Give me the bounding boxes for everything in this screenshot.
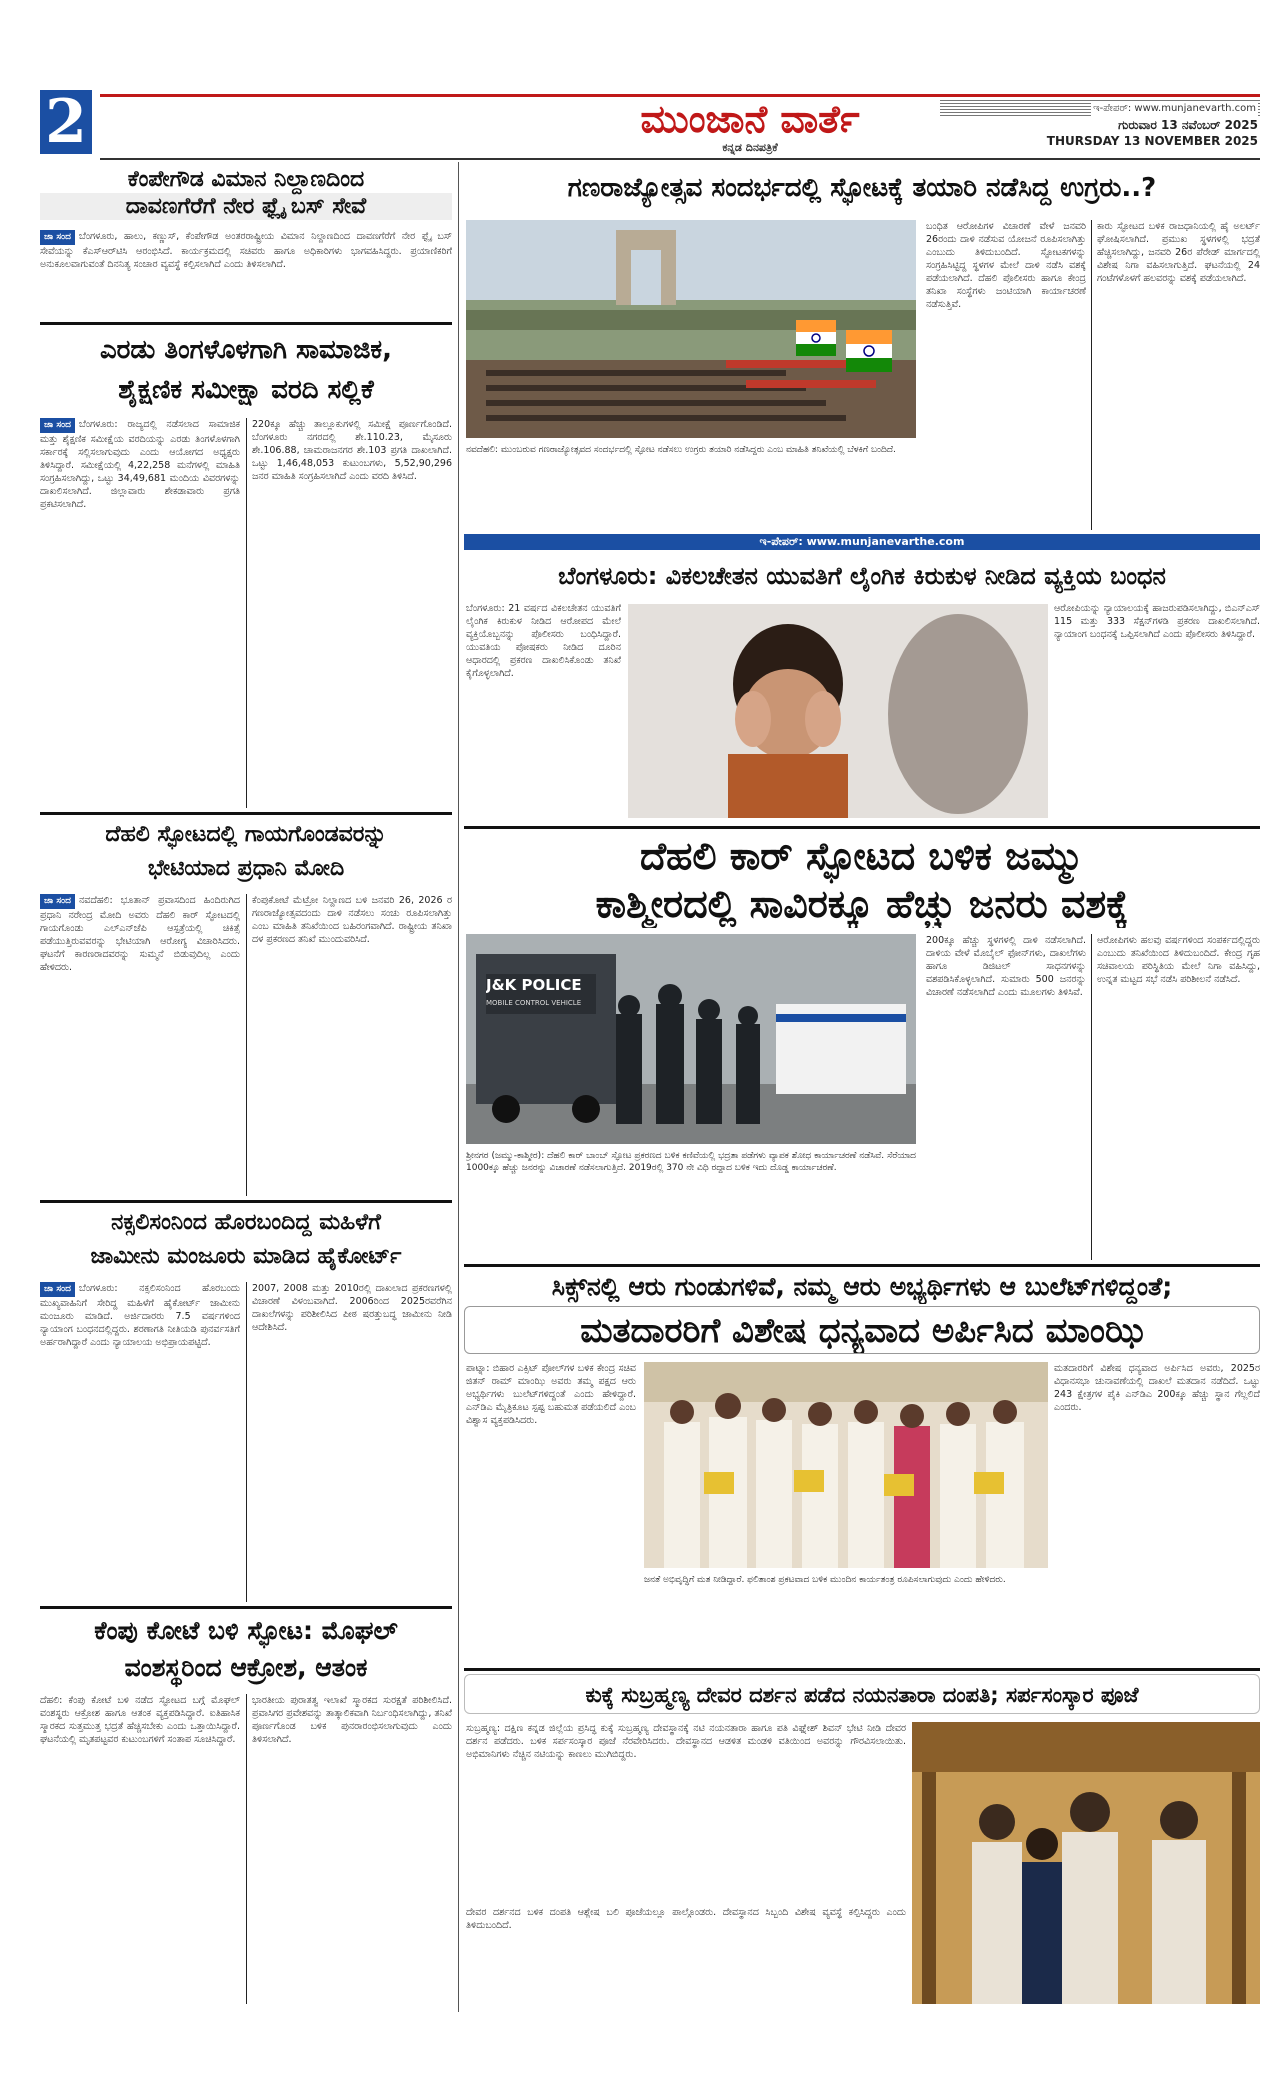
divider — [464, 1668, 1260, 1671]
kannada-date: ಗುರುವಾರ 13 ನವೆಂಬರ್ 2025 — [1118, 118, 1258, 132]
divider — [464, 826, 1260, 829]
storyd-caption: ಜನತೆ ಅಭಿವೃದ್ಧಿಗೆ ಮತ ನೀಡಿದ್ದಾರೆ. ಫಲಿತಾಂಶ ಪ್ರಕಟವಾದ ಬಳಿಕ ಮುಂದಿನ ಕಾರ್ಯತಂತ್ರ ರೂಪಿಸಲಾಗುವುದು ಎಂದು ಹೇಳಿದರು. — [644, 1575, 1006, 1585]
story1-headline-line2: ದಾವಣಗೆರೆಗೆ ನೇರ ಫ್ಲೈ ಬಸ್ ಸೇವೆ — [40, 193, 452, 220]
storye-body: ಸುಬ್ರಹ್ಮಣ್ಯ: ದಕ್ಷಿಣ ಕನ್ನಡ ಜಿಲ್ಲೆಯ ಪ್ರಸಿದ್ಧ ಕುಕ್ಕೆ ಸುಬ್ರಹ್ಮಣ್ಯ ದೇವಸ್ಥಾನಕ್ಕೆ ನಟಿ ನಯನತಾರಾ ಹಾಗೂ ಪತಿ ವಿಘ್ನೇಶ್ ಶಿವನ್ ಭೇಟಿ ನೀಡಿ ದೇವರ ದರ್ಶನ ಪಡೆದರು. ಬಳಿಕ ಸರ್ಪಸಂಸ್ಕಾರ ಪೂಜೆ ನೆರವೇರಿಸಿದರು. ದೇವಸ್ಥಾನದ ಆಡಳಿತ ಮಂಡಳಿ ವತಿಯಿಂದ ಅವರನ್ನು ಗೌರವಿಸಲಾಯಿತು. ಅಭಿಮಾನಿಗಳು ನೆಚ್ಚಿನ ನಟಿಯನ್ನು ಕಾಣಲು ಮುಗಿಬಿದ್ದರು. — [466, 1723, 906, 1760]
police-vehicle-image — [466, 934, 916, 1144]
story3-body-col2: ಕೆಂಪುಕೋಟೆ ಮೆಟ್ರೋ ನಿಲ್ದಾಣದ ಬಳಿ ಜನವರಿ 26, 2026 ರ ಗಣರಾಜ್ಯೋತ್ಸವದಂದು ದಾಳಿ ನಡೆಸಲು ಸಂಚು ರೂಪಿಸಲಾಗಿತ್ತು ಎಂಬ ಮಾಹಿತಿ ತನಿಖೆಯಿಂದ ಬಹಿರಂಗವಾಗಿದೆ. ರಾಷ್ಟ್ರೀಯ ತನಿಖಾ ದಳ ಪ್ರಕರಣದ ತನಿಖೆ ಮುಂದುವರಿಸಿದೆ. — [252, 895, 452, 945]
divider — [40, 1606, 452, 1609]
storye-photo — [912, 1722, 1260, 2004]
storyb-headline: ಬೆಂಗಳೂರು: ವಿಕಲಚೇತನ ಯುವತಿಗೆ ಲೈಂಗಿಕ ಕಿರುಕುಳ ನೀಡಿದ ವ್ಯಕ್ತಿಯ ಬಂಧನ — [558, 562, 1166, 590]
story4-tag: ಜಾ ಸಂದ — [40, 1282, 75, 1297]
distressed-woman-image — [628, 604, 1048, 818]
storyb-photo — [628, 604, 1048, 818]
temple-visit-image — [912, 1722, 1260, 2004]
epaper-link[interactable]: ಇ-ಪೇಪರ್: www.munjanevarth.com — [1091, 101, 1258, 117]
story3-headline-line1: ದೆಹಲಿ ಸ್ಫೋಟದಲ್ಲಿ ಗಾಯಗೊಂಡವರನ್ನು — [105, 822, 387, 847]
story1-tag: ಜಾ ಸಂದ — [40, 230, 75, 245]
storyc-body-col1: 200ಕ್ಕೂ ಹೆಚ್ಚು ಸ್ಥಳಗಳಲ್ಲಿ ದಾಳಿ ನಡೆಸಲಾಗಿದೆ. ದಾಳಿಯ ವೇಳೆ ಮೊಬೈಲ್ ಫೋನ್‌ಗಳು, ದಾಖಲೆಗಳು ಹಾಗೂ ಡಿಜಿಟಲ್ ಸಾಧನಗಳನ್ನು ವಶಪಡಿಸಿಕೊಳ್ಳಲಾಗಿದೆ. ಸುಮಾರು 500 ಜನರನ್ನು ವಿಚಾರಣೆ ನಡೆಸಲಾಗಿದೆ ಎಂದು ಮೂಲಗಳು ತಿಳಿಸಿವೆ. — [926, 935, 1086, 998]
lead-headline: ಗಣರಾಜ್ಯೋತ್ಸವ ಸಂದರ್ಭದಲ್ಲಿ ಸ್ಫೋಟಕ್ಕೆ ತಯಾರಿ ನಡೆಸಿದ್ದ ಉಗ್ರರು..? — [567, 173, 1157, 203]
story3-headline-line2: ಭೇಟಿಯಾದ ಪ್ರಧಾನಿ ಮೋದಿ — [147, 856, 345, 881]
storyc-body-col2: ಆರೋಪಿಗಳು ಹಲವು ವರ್ಷಗಳಿಂದ ಸಂಪರ್ಕದಲ್ಲಿದ್ದರು ಎಂಬುದು ತನಿಖೆಯಿಂದ ತಿಳಿದುಬಂದಿದೆ. ಕೇಂದ್ರ ಗೃಹ ಸಚಿವಾಲಯ ಪರಿಸ್ಥಿತಿಯ ಮೇಲೆ ನಿಗಾ ವಹಿಸಿದ್ದು, ಉನ್ನತ ಮಟ್ಟದ ಸಭೆ ನಡೆಸಿ ಪರಿಶೀಲನೆ ನಡೆಸಿದೆ. — [1097, 935, 1260, 985]
story1-headline-line1: ಕೆಂಪೇಗೌಡ ವಿಮಾನ ನಿಲ್ದಾಣದಿಂದ — [127, 167, 365, 192]
parade-image — [466, 220, 916, 438]
divider — [40, 1200, 452, 1203]
storyd-body-col2: ಮತದಾರರಿಗೆ ವಿಶೇಷ ಧನ್ಯವಾದ ಅರ್ಪಿಸಿದ ಅವರು, 2025ರ ವಿಧಾನಸಭಾ ಚುನಾವಣೆಯಲ್ಲಿ ದಾಖಲೆ ಮತದಾನ ನಡೆದಿದೆ. ಒಟ್ಟು 243 ಕ್ಷೇತ್ರಗಳ ಪೈಕಿ ಎನ್‌ಡಿಎ 200ಕ್ಕೂ ಹೆಚ್ಚು ಸ್ಥಾನ ಗೆಲ್ಲಲಿದೆ ಎಂದರು. — [1054, 1363, 1260, 1413]
storye-headline: ಕುಕ್ಕೆ ಸುಬ್ರಹ್ಮಣ್ಯ ದೇವರ ದರ್ಶನ ಪಡೆದ ನಯನತಾರಾ ದಂಪತಿ; ಸರ್ಪಸಂಸ್ಕಾರ ಪೂಜೆ — [464, 1674, 1260, 1714]
story3-headline — [40, 818, 452, 888]
lead-body-col2: ಕಾರು ಸ್ಫೋಟದ ಬಳಿಕ ರಾಜಧಾನಿಯಲ್ಲಿ ಹೈ ಅಲರ್ಟ್ ಘೋಷಿಸಲಾಗಿದೆ. ಪ್ರಮುಖ ಸ್ಥಳಗಳಲ್ಲಿ ಭದ್ರತೆ ಹೆಚ್ಚಿಸಲಾಗಿದ್ದು, ಜನವರಿ 26ರ ಪೆರೇಡ್ ಮಾರ್ಗದಲ್ಲಿ ವಿಶೇಷ ನಿಗಾ ವಹಿಸಲಾಗುತ್ತಿದೆ. ಘಟನೆಯಲ್ಲಿ 24 ಗಂಟೆಗಳೊಳಗೆ ಹಲವರನ್ನು ವಶಕ್ಕೆ ಪಡೆಯಲಾಗಿದೆ. — [1097, 221, 1260, 284]
story2-body-col2: 220ಕ್ಕೂ ಹೆಚ್ಚು ತಾಲ್ಲೂಕುಗಳಲ್ಲಿ ಸಮೀಕ್ಷೆ ಪೂರ್ಣಗೊಂಡಿದೆ. ಬೆಂಗಳೂರು ನಗರದಲ್ಲಿ ಶೇ.110.23, ಮೈಸೂರು ಶೇ.106.88, ಚಾಮರಾಜನಗರ ಶೇ.103 ಪ್ರಗತಿ ದಾಖಲಾಗಿದೆ. ಒಟ್ಟು 1,46,48,053 ಕುಟುಂಬಗಳು, 5,52,90,296 ಜನರ ಮಾಹಿತಿ ಸಂಗ್ರಹಿಸಲಾಗಿದೆ ಎಂದು ವರದಿ ತಿಳಿಸಿದೆ. — [252, 419, 452, 482]
divider — [40, 322, 452, 325]
vehicle-label: MOBILE CONTROL VEHICLE — [486, 999, 582, 1007]
story2-headline — [40, 330, 452, 412]
column-rule — [1091, 934, 1092, 1260]
column-rule — [246, 1694, 247, 2004]
story5-body-col2: ಭಾರತೀಯ ಪುರಾತತ್ವ ಇಲಾಖೆ ಸ್ಮಾರಕದ ಸುರಕ್ಷತೆ ಪರಿಶೀಲಿಸಿದೆ. ಪ್ರವಾಸಿಗರ ಪ್ರವೇಶವನ್ನು ತಾತ್ಕಾಲಿಕವಾಗಿ ನಿರ್ಬಂಧಿಸಲಾಗಿದ್ದು, ತನಿಖೆ ಪೂರ್ಣಗೊಂಡ ಬಳಿಕ ಪುನರಾರಂಭಿಸಲಾಗುವುದು ಎಂದು ತಿಳಿಸಲಾಗಿದೆ. — [252, 1695, 452, 1745]
story2-headline-line1: ಎರಡು ತಿಂಗಳೊಳಗಾಗಿ ಸಾಮಾಜಿಕ, — [99, 335, 392, 365]
newspaper-title: ಮುಂಜಾನೆ ವಾರ್ತೆ — [640, 97, 860, 141]
divider — [40, 812, 452, 815]
story1-headline — [40, 166, 452, 222]
story4-body-col1 — [40, 1282, 240, 1602]
story2-tag: ಜಾ ಸಂದ — [40, 418, 75, 433]
story3-tag: ಜಾ ಸಂದ — [40, 894, 75, 909]
lead-photo — [466, 220, 916, 438]
story4-text: ಬೆಂಗಳೂರು: ನಕ್ಸಲಿಸಂನಿಂದ ಹೊರಬಂದು ಮುಖ್ಯವಾಹಿನಿಗೆ ಸೇರಿದ್ದ ಮಹಿಳೆಗೆ ಹೈಕೋರ್ಟ್ ಜಾಮೀನು ಮಂಜೂರು ಮಾಡಿದೆ. ಅರ್ಜಿದಾರರು 7.5 ವರ್ಷಗಳಿಂದ ನ್ಯಾಯಾಂಗ ಬಂಧನದಲ್ಲಿದ್ದರು. ಶರಣಾಗತಿ ನೀತಿಯಡಿ ಪುನರ್ವಸತಿಗೆ ಅರ್ಹರಾಗಿದ್ದಾರೆ ಎಂದು ನ್ಯಾಯಾಲಯ ಅಭಿಪ್ರಾಯಪಟ್ಟಿದೆ. — [40, 1283, 240, 1348]
story4-headline — [40, 1206, 452, 1276]
story2-headline-line2: ಶೈಕ್ಷಣಿಕ ಸಮೀಕ್ಷಾ ವರದಿ ಸಲ್ಲಿಕೆ — [118, 375, 374, 405]
story4-headline-line1: ನಕ್ಸಲಿಸಂನಿಂದ ಹೊರಬಂದಿದ್ದ ಮಹಿಳೆಗೆ — [111, 1210, 381, 1235]
storyc-headline-line2: ಕಾಶ್ಮೀರದಲ್ಲಿ ಸಾವಿರಕ್ಕೂ ಹೆಚ್ಚು ಜನರು ವಶಕ್ಕೆ — [595, 882, 1129, 926]
story1-body — [40, 230, 452, 316]
storyd-headline-line1: ಸಿಕ್ಸ್‌ನಲ್ಲಿ ಆರು ಗುಂಡುಗಳಿವೆ, ನಮ್ಮ ಆರು ಅಭ್ಯರ್ಥಿಗಳು ಆ ಬುಲೆಟ್‌ಗಳಿದ್ದಂತೆ; — [551, 1272, 1173, 1301]
lead-body-col1: ಬಂಧಿತ ಆರೋಪಿಗಳ ವಿಚಾರಣೆ ವೇಳೆ ಜನವರಿ 26ರಂದು ದಾಳಿ ನಡೆಸುವ ಯೋಜನೆ ರೂಪಿಸಲಾಗಿತ್ತು ಎಂಬುದು ತಿಳಿದುಬಂದಿದೆ. ಸ್ಫೋಟಕಗಳನ್ನು ಸಂಗ್ರಹಿಸಿಟ್ಟಿದ್ದ ಸ್ಥಳಗಳ ಮೇಲೆ ದಾಳಿ ನಡೆಸಿ ವಶಕ್ಕೆ ಪಡೆಯಲಾಗಿದೆ. ದೆಹಲಿ ಪೊಲೀಸರು ಹಾಗೂ ಕೇಂದ್ರ ತನಿಖಾ ಸಂಸ್ಥೆಗಳು ಜಂಟಿಯಾಗಿ ಕಾರ್ಯಾಚರಣೆ ನಡೆಸುತ್ತಿವೆ. — [926, 221, 1086, 310]
page-number: 2 — [40, 90, 92, 154]
story5-headline-line1: ಕೆಂಪು ಕೋಟೆ ಬಳಿ ಸ್ಫೋಟ: ಮೊಘಲ್ — [94, 1616, 398, 1645]
column-rule — [246, 418, 247, 808]
story3-text: ನವದೆಹಲಿ: ಭೂತಾನ್ ಪ್ರವಾಸದಿಂದ ಹಿಂದಿರುಗಿದ ಪ್ರಧಾನಿ ನರೇಂದ್ರ ಮೋದಿ ಅವರು ದೆಹಲಿ ಕಾರ್ ಸ್ಫೋಟದಲ್ಲಿ ಗಾಯಗೊಂಡು ಎಲ್‌ಎನ್‌ಜೆಪಿ ಆಸ್ಪತ್ರೆಯಲ್ಲಿ ಚಿಕಿತ್ಸೆ ಪಡೆಯುತ್ತಿರುವವರನ್ನು ಭೇಟಿಯಾಗಿ ಆರೋಗ್ಯ ವಿಚಾರಿಸಿದರು. ಘಟನೆಗೆ ಕಾರಣರಾದವರನ್ನು ಸುಮ್ಮನೆ ಬಿಡುವುದಿಲ್ಲ ಎಂದು ಹೇಳಿದರು. — [40, 895, 240, 973]
storyd-headline-line2: ಮತದಾರರಿಗೆ ವಿಶೇಷ ಧನ್ಯವಾದ ಅರ್ಪಿಸಿದ ಮಾಂಝಿ — [464, 1306, 1260, 1354]
jk-police-label: J&K POLICE — [486, 976, 582, 994]
column-rule — [1091, 220, 1092, 530]
story5-headline-line2: ವಂಶಸ್ಥರಿಂದ ಆಕ್ರೋಶ, ಆತಂಕ — [124, 1653, 368, 1682]
masthead — [560, 97, 940, 157]
newspaper-subtitle: ಕನ್ನಡ ದಿನಪತ್ರಿಕೆ — [722, 141, 778, 154]
divider — [464, 1264, 1260, 1267]
storyb-body-col1: ಬೆಂಗಳೂರು: 21 ವರ್ಷದ ವಿಕಲಚೇತನ ಯುವತಿಗೆ ಲೈಂಗಿಕ ಕಿರುಕುಳ ನೀಡಿದ ಆರೋಪದ ಮೇಲೆ ವ್ಯಕ್ತಿಯೊಬ್ಬನನ್ನು ಪೊಲೀಸರು ಬಂಧಿಸಿದ್ದಾರೆ. ಯುವತಿಯ ಪೋಷಕರು ನೀಡಿದ ದೂರಿನ ಆಧಾರದಲ್ಲಿ ಪ್ರಕರಣ ದಾಖಲಿಸಿಕೊಂಡು ತನಿಖೆ ಕೈಗೊಳ್ಳಲಾಗಿದೆ. — [466, 603, 621, 679]
header-divider — [100, 158, 1260, 160]
leaders-group-image — [644, 1362, 1048, 1568]
storyd-photo — [644, 1362, 1048, 1568]
lead-caption: ನವದೆಹಲಿ: ಮುಂಬರುವ ಗಣರಾಜ್ಯೋತ್ಸವದ ಸಂದರ್ಭದಲ್ಲಿ ಸ್ಫೋಟ ನಡೆಸಲು ಉಗ್ರರು ತಯಾರಿ ನಡೆಸಿದ್ದರು ಎಂಬ ಮಾಹಿತಿ ತನಿಖೆಯಲ್ಲಿ ಬೆಳಕಿಗೆ ಬಂದಿದೆ. — [466, 445, 896, 455]
story2-body-col1 — [40, 418, 240, 808]
column-rule — [246, 894, 247, 1196]
epaper-band[interactable]: ಇ-ಪೇಪರ್: www.munjanevarthe.com — [464, 534, 1260, 550]
storye-body2: ದೇವರ ದರ್ಶನದ ಬಳಿಕ ದಂಪತಿ ಆಶ್ಲೇಷ ಬಲಿ ಪೂಜೆಯಲ್ಲೂ ಪಾಲ್ಗೊಂಡರು. ದೇವಸ್ಥಾನದ ಸಿಬ್ಬಂದಿ ವಿಶೇಷ ವ್ಯವಸ್ಥೆ ಕಲ್ಪಿಸಿದ್ದರು ಎಂದು ತಿಳಿದುಬಂದಿದೆ. — [466, 1907, 906, 1931]
story2-text: ಬೆಂಗಳೂರು: ರಾಜ್ಯದಲ್ಲಿ ನಡೆಸಲಾದ ಸಾಮಾಜಿಕ ಮತ್ತು ಶೈಕ್ಷಣಿಕ ಸಮೀಕ್ಷೆಯ ವರದಿಯನ್ನು ಎರಡು ತಿಂಗಳೊಳಗಾಗಿ ಸರ್ಕಾರಕ್ಕೆ ಸಲ್ಲಿಸಲಾಗುವುದು ಎಂದು ಆಯೋಗದ ಅಧ್ಯಕ್ಷರು ತಿಳಿಸಿದ್ದಾರೆ. ಸಮೀಕ್ಷೆಯಲ್ಲಿ 4,22,258 ಮನೆಗಳಲ್ಲಿ ಮಾಹಿತಿ ಸಂಗ್ರಹಿಸಲಾಗಿದ್ದು, ಒಟ್ಟು 34,49,681 ಮಂದಿಯ ವಿವರಗಳನ್ನು ದಾಖಲಿಸಲಾಗಿದೆ. ಜಿಲ್ಲಾವಾರು ಶೇಕಡಾವಾರು ಪ್ರಗತಿ ಪ್ರಕಟಿಸಲಾಗಿದೆ. — [40, 419, 240, 510]
storyc-headline-line1: ದೆಹಲಿ ಕಾರ್ ಸ್ಫೋಟದ ಬಳಿಕ ಜಮ್ಮು — [639, 834, 1085, 878]
english-date: THURSDAY 13 NOVEMBER 2025 — [1046, 134, 1258, 148]
storyd-body-col1: ಪಾಟ್ನಾ: ಬಿಹಾರ ಎಕ್ಸಿಟ್ ಪೋಲ್‌ಗಳ ಬಳಿಕ ಕೇಂದ್ರ ಸಚಿವ ಜಿತನ್ ರಾಮ್ ಮಾಂಝಿ ಅವರು ತಮ್ಮ ಪಕ್ಷದ ಆರು ಅಭ್ಯರ್ಥಿಗಳು ಬುಲೆಟ್‌ಗಳಿದ್ದಂತೆ ಎಂದು ಹೇಳಿದ್ದಾರೆ. ಎನ್‌ಡಿಎ ಮೈತ್ರಿಕೂಟ ಸ್ಪಷ್ಟ ಬಹುಮತ ಪಡೆಯಲಿದೆ ಎಂಬ ವಿಶ್ವಾಸ ವ್ಯಕ್ತಪಡಿಸಿದರು. — [466, 1363, 636, 1426]
main-column-divider — [458, 162, 459, 2012]
story4-headline-line2: ಜಾಮೀನು ಮಂಜೂರು ಮಾಡಿದ ಹೈಕೋರ್ಟ್ — [90, 1244, 402, 1269]
storyb-body-col2: ಆರೋಪಿಯನ್ನು ನ್ಯಾಯಾಲಯಕ್ಕೆ ಹಾಜರುಪಡಿಸಲಾಗಿದ್ದು, ಬಿಎನ್‌ಎಸ್ 115 ಮತ್ತು 333 ಸೆಕ್ಷನ್‌ಗಳಡಿ ಪ್ರಕರಣ ದಾಖಲಿಸಲಾಗಿದೆ. ನ್ಯಾಯಾಂಗ ಬಂಧನಕ್ಕೆ ಒಪ್ಪಿಸಲಾಗಿದೆ ಎಂದು ಪೊಲೀಸರು ತಿಳಿಸಿದ್ದಾರೆ. — [1054, 603, 1260, 640]
column-rule — [246, 1282, 247, 1602]
storyc-caption: ಶ್ರೀನಗರ (ಜಮ್ಮು-ಕಾಶ್ಮೀರ): ದೆಹಲಿ ಕಾರ್ ಬಾಂಬ್ ಸ್ಫೋಟ ಪ್ರಕರಣದ ಬಳಿಕ ಕಣಿವೆಯಲ್ಲಿ ಭದ್ರತಾ ಪಡೆಗಳು ವ್ಯಾಪಕ ಶೋಧ ಕಾರ್ಯಾಚರಣೆ ನಡೆಸಿವೆ. ಸೆರೆಯಾದ 1000ಕ್ಕೂ ಹೆಚ್ಚು ಜನರನ್ನು ವಿಚಾರಣೆ ನಡೆಸಲಾಗುತ್ತಿದೆ. 2019ರಲ್ಲಿ 370 ನೇ ವಿಧಿ ರದ್ದಾದ ಬಳಿಕ ಇದು ದೊಡ್ಡ ಕಾರ್ಯಾಚರಣೆ. — [466, 1151, 916, 1173]
story5-body-col1: ದೆಹಲಿ: ಕೆಂಪು ಕೋಟೆ ಬಳಿ ನಡೆದ ಸ್ಫೋಟದ ಬಗ್ಗೆ ಮೊಘಲ್ ವಂಶಸ್ಥರು ಆಕ್ರೋಶ ಹಾಗೂ ಆತಂಕ ವ್ಯಕ್ತಪಡಿಸಿದ್ದಾರೆ. ಐತಿಹಾಸಿಕ ಸ್ಮಾರಕದ ಸುತ್ತಮುತ್ತ ಭದ್ರತೆ ಹೆಚ್ಚಿಸಬೇಕು ಎಂದು ಒತ್ತಾಯಿಸಿದ್ದಾರೆ. ಘಟನೆಯಲ್ಲಿ ಮೃತಪಟ್ಟವರ ಕುಟುಂಬಗಳಿಗೆ ಸಂತಾಪ ಸೂಚಿಸಿದ್ದಾರೆ. — [40, 1695, 240, 1745]
dateline — [1000, 100, 1258, 158]
story5-headline — [40, 1612, 452, 1688]
storyc-headline — [464, 832, 1260, 928]
story4-body-col2: 2007, 2008 ಮತ್ತು 2010ರಲ್ಲಿ ದಾಖಲಾದ ಪ್ರಕರಣಗಳಲ್ಲಿ ವಿಚಾರಣೆ ವಿಳಂಬವಾಗಿದೆ. 2006ರಿಂದ 2025ರವರೆಗಿನ ದಾಖಲೆಗಳನ್ನು ಪರಿಶೀಲಿಸಿದ ಪೀಠ ಷರತ್ತುಬದ್ಧ ಜಾಮೀನು ನೀಡಿ ಆದೇಶಿಸಿದೆ. — [252, 1283, 452, 1333]
story1-text: ಬೆಂಗಳೂರು, ಹಾಲು, ಕಣ್ಣುಸ್, ಕೆಂಪೇಗೌಡ ಅಂತರರಾಷ್ಟ್ರೀಯ ವಿಮಾನ ನಿಲ್ದಾಣದಿಂದ ದಾವಣಗೆರೆಗೆ ನೇರ ಫ್ಲೈ ಬಸ್ ಸೇವೆಯನ್ನು ಕೆಎಸ್‌ಆರ್‌ಟಿಸಿ ಆರಂಭಿಸಿದೆ. ಕಾರ್ಯಕ್ರಮದಲ್ಲಿ ಸಚಿವರು ಹಾಗೂ ಅಧಿಕಾರಿಗಳು ಭಾಗವಹಿಸಿದ್ದರು. ಪ್ರಯಾಣಿಕರಿಗೆ ಅನುಕೂಲವಾಗುವಂತೆ ದಿನನಿತ್ಯ ಸಂಚಾರ ವ್ಯವಸ್ಥೆ ಕಲ್ಪಿಸಲಾಗಿದೆ ಎಂದು ತಿಳಿಸಲಾಗಿದೆ. — [40, 231, 452, 270]
story3-body-col1 — [40, 894, 240, 1196]
storyc-photo — [466, 934, 916, 1144]
